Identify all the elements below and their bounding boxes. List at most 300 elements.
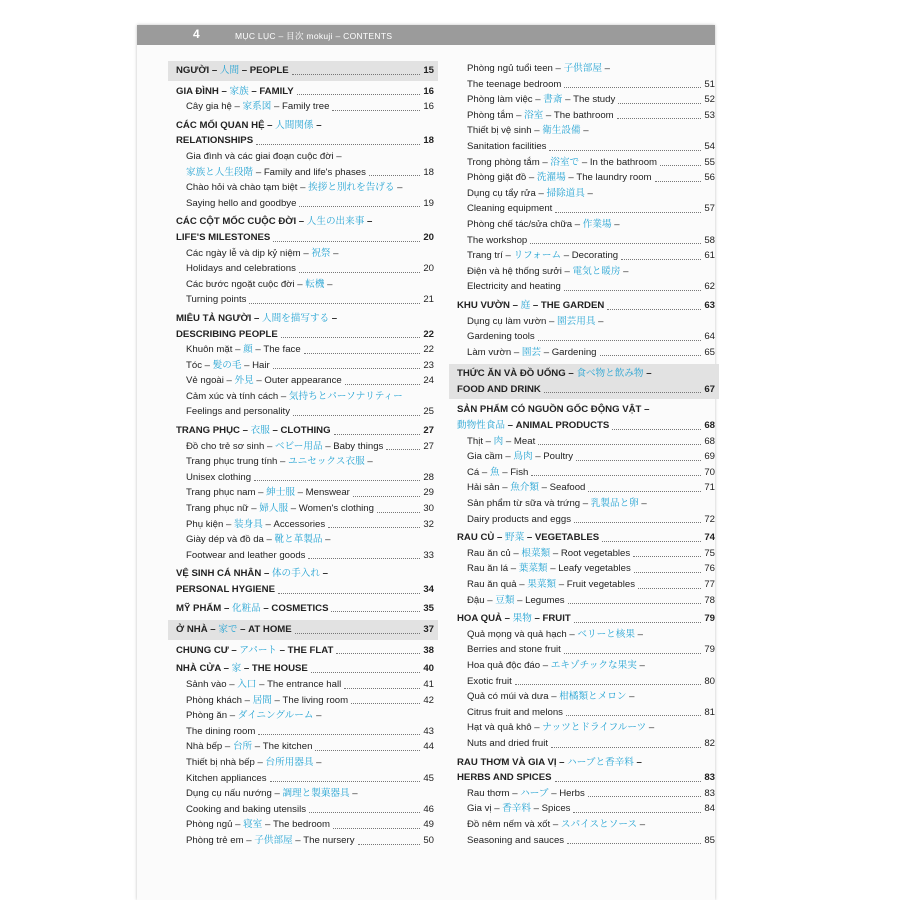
toc-line-text bbox=[457, 402, 649, 418]
toc-line bbox=[467, 329, 715, 345]
toc-line bbox=[186, 786, 434, 802]
toc-line-text bbox=[467, 329, 535, 345]
toc-title-rest: – FRUIT bbox=[531, 613, 571, 625]
page-ref: 68 bbox=[704, 435, 715, 447]
toc-subentry[interactable] bbox=[457, 449, 715, 465]
toc-title-vi: Điện và hệ thống sưởi – bbox=[467, 265, 573, 277]
toc-column-right bbox=[457, 61, 715, 848]
toc-title-jp: 祝祭 bbox=[311, 247, 331, 259]
toc-line bbox=[186, 454, 434, 470]
toc-line bbox=[186, 342, 434, 358]
toc-title-vi: Thiết bị nhà bếp – bbox=[186, 756, 266, 768]
toc-subentry[interactable] bbox=[176, 180, 434, 211]
toc-title-vi: MIÊU TẢ NGƯỜI – bbox=[176, 312, 262, 324]
toc-line bbox=[457, 755, 715, 771]
toc-line-text bbox=[467, 449, 573, 465]
toc-title-vi: Phòng ăn – bbox=[186, 710, 238, 722]
toc-title-jp: 家で bbox=[218, 624, 238, 636]
toc-title-vi: MỸ PHẨM – bbox=[176, 602, 232, 614]
toc-section-heading[interactable] bbox=[457, 611, 715, 627]
toc-line bbox=[467, 170, 715, 186]
toc-title-rest: – bbox=[620, 265, 629, 277]
page-ref: 49 bbox=[423, 819, 434, 831]
page-ref: 33 bbox=[423, 549, 434, 561]
toc-line bbox=[186, 724, 434, 740]
page-ref: 15 bbox=[423, 65, 434, 76]
toc-line bbox=[467, 689, 715, 705]
toc-title-en: The teenage bedroom bbox=[467, 78, 562, 90]
dot-leader bbox=[551, 747, 701, 748]
toc-line bbox=[186, 501, 434, 517]
toc-line bbox=[457, 530, 715, 546]
dot-leader bbox=[254, 480, 420, 481]
toc-subentry[interactable] bbox=[457, 217, 715, 248]
toc-line-text bbox=[467, 642, 561, 658]
toc-subentry[interactable] bbox=[176, 277, 434, 308]
toc-line-text bbox=[467, 92, 615, 108]
toc-title-rest: – Hair bbox=[241, 359, 270, 371]
page-ref: 44 bbox=[423, 741, 434, 753]
toc-subentry[interactable] bbox=[457, 658, 715, 689]
toc-section-heading[interactable] bbox=[176, 566, 434, 597]
toc-line bbox=[467, 833, 715, 849]
toc-line-text bbox=[176, 661, 308, 677]
toc-title-vi: Các ngày lễ và dịp kỷ niệm – bbox=[186, 247, 312, 259]
toc-title-vi: VỆ SINH CÁ NHÂN – bbox=[176, 568, 272, 580]
toc-subentry[interactable] bbox=[457, 593, 715, 609]
toc-title-vi: Phòng làm việc – bbox=[467, 94, 544, 106]
toc-line bbox=[186, 548, 434, 564]
toc-section-heading[interactable] bbox=[176, 311, 434, 342]
toc-section-heading[interactable] bbox=[457, 755, 715, 786]
toc-subentry[interactable] bbox=[176, 833, 434, 849]
toc-line-text bbox=[467, 833, 564, 849]
toc-line-text bbox=[186, 693, 348, 709]
dot-leader bbox=[299, 206, 420, 207]
toc-line bbox=[467, 546, 715, 562]
toc-section-heading[interactable] bbox=[168, 61, 438, 81]
toc-title-jp: 動物性食品 bbox=[457, 420, 505, 432]
toc-title-rest: – bbox=[364, 456, 373, 468]
toc-title-rest: – bbox=[643, 368, 652, 380]
toc-title-rest: – Herbs bbox=[548, 787, 585, 799]
toc-subentry[interactable] bbox=[457, 480, 715, 496]
dot-leader bbox=[273, 368, 421, 369]
toc-line bbox=[186, 833, 434, 849]
toc-title-en: Footwear and leather goods bbox=[186, 549, 306, 561]
toc-subentry[interactable] bbox=[457, 465, 715, 481]
toc-subentry[interactable] bbox=[176, 677, 434, 693]
toc-line bbox=[467, 264, 715, 280]
toc-line-text bbox=[467, 465, 528, 481]
toc-title-vi: Phòng ngủ tuổi teen – bbox=[467, 63, 564, 74]
toc-title-en: Exotic fruit bbox=[467, 675, 512, 687]
toc-line-text bbox=[467, 736, 548, 752]
toc-subentry[interactable] bbox=[176, 342, 434, 358]
toc-title-rest: – THE HOUSE bbox=[241, 663, 308, 675]
toc-line-text bbox=[467, 546, 630, 562]
toc-line bbox=[467, 496, 715, 512]
toc-line-text bbox=[186, 454, 373, 470]
dot-leader bbox=[618, 103, 701, 104]
toc-title-vi: Thiết bị vệ sinh – bbox=[467, 125, 543, 137]
toc-subentry[interactable] bbox=[457, 186, 715, 217]
toc-line-text bbox=[186, 517, 325, 533]
toc-line bbox=[186, 755, 434, 771]
toc-title-rest: – bbox=[349, 788, 358, 800]
toc-section-heading[interactable] bbox=[457, 530, 715, 546]
toc-title-rest: – The nursery bbox=[292, 834, 355, 846]
toc-section-heading[interactable] bbox=[176, 214, 434, 245]
dot-leader bbox=[538, 340, 702, 341]
toc-line-text bbox=[176, 133, 253, 149]
toc-title-vi: NHÀ CỬA – bbox=[176, 663, 232, 675]
toc-subentry[interactable] bbox=[176, 786, 434, 817]
toc-title-vi: TRANG PHỤC – bbox=[176, 425, 251, 437]
toc-subentry[interactable] bbox=[457, 689, 715, 720]
toc-title-rest: – bbox=[364, 216, 373, 228]
toc-title-rest: – PEOPLE bbox=[239, 65, 289, 76]
toc-title-vi: Làm vườn – bbox=[467, 346, 522, 358]
toc-title-vi: Trang phục nữ – bbox=[186, 503, 260, 515]
toc-section-heading[interactable] bbox=[457, 298, 715, 314]
toc-line-text bbox=[467, 279, 561, 295]
toc-section-heading[interactable] bbox=[176, 84, 434, 100]
toc-title-rest: – Legumes bbox=[514, 594, 565, 606]
dot-leader bbox=[377, 512, 420, 513]
dot-leader bbox=[297, 94, 421, 95]
toc-subentry[interactable] bbox=[457, 627, 715, 658]
toc-title-jp: ベビー用品 bbox=[274, 440, 323, 452]
toc-title-rest: – Fruit vegetables bbox=[556, 579, 635, 590]
toc-title-jp: 靴と革製品 bbox=[274, 534, 323, 546]
toc-title-jp: ベリーと核果 bbox=[577, 628, 635, 640]
toc-title-rest: – bbox=[595, 315, 604, 327]
toc-line-text bbox=[457, 298, 604, 314]
toc-line bbox=[467, 801, 715, 817]
page-ref: 18 bbox=[423, 135, 434, 147]
toc-line-text bbox=[176, 601, 328, 617]
toc-subentry[interactable] bbox=[176, 693, 434, 709]
toc-title-rest: – bbox=[313, 119, 322, 131]
toc-subentry[interactable] bbox=[176, 485, 434, 501]
toc-title-jp: 家系図 bbox=[242, 101, 272, 113]
toc-title-jp: 挨拶と別れを告げる bbox=[308, 182, 395, 194]
toc-subentry[interactable] bbox=[457, 720, 715, 751]
page-ref: 37 bbox=[423, 624, 434, 636]
toc-title-rest: – bbox=[633, 756, 642, 768]
toc-title-jp: 衛生設備 bbox=[542, 125, 581, 137]
toc-line bbox=[467, 345, 715, 361]
toc-line-text bbox=[186, 485, 350, 501]
toc-subentry[interactable] bbox=[457, 92, 715, 108]
toc-subentry[interactable] bbox=[457, 561, 715, 577]
toc-section-heading[interactable] bbox=[168, 620, 438, 640]
dot-leader bbox=[351, 703, 420, 704]
toc-line bbox=[467, 449, 715, 465]
dot-leader bbox=[304, 353, 421, 354]
toc-line bbox=[186, 517, 434, 533]
toc-line-text bbox=[176, 63, 289, 79]
page-ref: 79 bbox=[704, 613, 715, 625]
toc-line bbox=[457, 418, 715, 434]
page-ref: 42 bbox=[423, 694, 434, 706]
toc-line-text bbox=[467, 593, 565, 609]
toc-title-rest: – bbox=[634, 628, 643, 640]
page-ref: 62 bbox=[704, 281, 715, 293]
dot-leader bbox=[256, 144, 420, 145]
toc-title-rest: – The bedroom bbox=[262, 819, 331, 831]
toc-title-vi: Sảnh vào – bbox=[186, 678, 238, 690]
toc-title-rest: – Leafy vegetables bbox=[547, 563, 631, 575]
dot-leader bbox=[331, 611, 420, 612]
toc-title-en: Unisex clothing bbox=[186, 471, 252, 483]
toc-line bbox=[467, 674, 715, 690]
toc-title-en: Cleaning equipment bbox=[467, 203, 553, 215]
page-number: 4 bbox=[193, 27, 200, 41]
toc-title-rest: – bbox=[646, 722, 655, 734]
toc-subentry[interactable] bbox=[457, 108, 715, 124]
dot-leader bbox=[299, 272, 420, 273]
page-ref: 83 bbox=[704, 787, 715, 799]
dot-leader bbox=[332, 110, 420, 111]
page-ref: 23 bbox=[423, 359, 434, 371]
toc-title-vi: Rau ăn quả – bbox=[467, 579, 528, 590]
toc-line-text bbox=[467, 155, 657, 171]
toc-title-en: – Family and life's phases bbox=[253, 166, 366, 178]
toc-section-heading[interactable] bbox=[176, 118, 434, 149]
dot-leader bbox=[633, 556, 701, 557]
toc-line bbox=[467, 465, 715, 481]
toc-line-text bbox=[186, 196, 296, 212]
toc-title-en: Electricity and heating bbox=[467, 281, 561, 293]
toc-title-jp: 台所用器具 bbox=[265, 756, 314, 768]
toc-subentry[interactable] bbox=[457, 577, 715, 593]
toc-line-text bbox=[176, 423, 331, 439]
toc-title-vi: Gia vị – bbox=[467, 803, 503, 815]
toc-line bbox=[186, 149, 434, 165]
dot-leader bbox=[573, 812, 701, 813]
toc-title-vi: Rau ăn lá – bbox=[467, 563, 519, 575]
toc-subentry[interactable] bbox=[176, 358, 434, 374]
toc-title-en: LIFE'S MILESTONES bbox=[176, 231, 271, 243]
toc-line-text bbox=[186, 786, 358, 802]
toc-title-jp: 転機 bbox=[305, 278, 325, 290]
toc-line-text bbox=[186, 677, 341, 693]
toc-line bbox=[467, 593, 715, 609]
toc-subentry[interactable] bbox=[457, 345, 715, 361]
toc-line-text bbox=[176, 214, 372, 230]
toc-subentry[interactable] bbox=[176, 517, 434, 533]
toc-line bbox=[186, 693, 434, 709]
dot-leader bbox=[564, 653, 701, 654]
toc-line-text bbox=[467, 658, 645, 674]
toc-title-rest: – bbox=[636, 659, 645, 671]
page-ref: 77 bbox=[704, 579, 715, 590]
page-ref: 38 bbox=[423, 644, 434, 656]
page-ref: 52 bbox=[704, 94, 715, 106]
page-ref: 16 bbox=[423, 85, 434, 97]
toc-subentry[interactable] bbox=[457, 248, 715, 264]
toc-subentry[interactable] bbox=[176, 708, 434, 739]
toc-line-text bbox=[176, 311, 337, 327]
toc-line bbox=[467, 139, 715, 155]
toc-title-en: Sanitation facilities bbox=[467, 140, 547, 152]
toc-title-rest: – The study bbox=[562, 94, 616, 106]
toc-line bbox=[467, 627, 715, 643]
toc-title-vi: Đồ cho trẻ sơ sinh – bbox=[186, 440, 275, 452]
toc-subentry[interactable] bbox=[457, 123, 715, 154]
page-ref: 69 bbox=[704, 451, 715, 463]
page-ref: 35 bbox=[423, 602, 434, 614]
toc-title-rest: – VEGETABLES bbox=[524, 532, 600, 544]
toc-title-vi: Phòng chế tác/sửa chữa – bbox=[467, 218, 583, 230]
dot-leader bbox=[344, 688, 420, 689]
toc-line bbox=[186, 677, 434, 693]
toc-section-heading[interactable] bbox=[176, 643, 434, 659]
page-ref: 84 bbox=[704, 803, 715, 815]
toc-section-heading[interactable] bbox=[457, 402, 715, 433]
toc-title-rest: – Decorating bbox=[561, 250, 619, 262]
toc-subentry[interactable] bbox=[176, 501, 434, 517]
page-ref: 64 bbox=[704, 331, 715, 343]
toc-section-heading[interactable] bbox=[449, 364, 719, 399]
page-ref: 27 bbox=[423, 425, 434, 437]
toc-section-heading[interactable] bbox=[176, 423, 434, 439]
toc-subentry[interactable] bbox=[457, 786, 715, 802]
toc-line bbox=[467, 314, 715, 330]
toc-subentry[interactable] bbox=[176, 373, 434, 389]
toc-subentry[interactable] bbox=[176, 817, 434, 833]
toc-line bbox=[186, 373, 434, 389]
toc-title-rest: – bbox=[580, 125, 589, 137]
toc-subentry[interactable] bbox=[457, 817, 715, 848]
toc-title-en: Dairy products and eggs bbox=[467, 513, 571, 525]
toc-subentry[interactable] bbox=[176, 439, 434, 455]
toc-line-text bbox=[176, 566, 328, 582]
toc-line-text bbox=[186, 532, 331, 548]
toc-subentry[interactable] bbox=[457, 434, 715, 450]
toc-line-text bbox=[467, 627, 643, 643]
toc-title-jp: 寝室 bbox=[243, 819, 263, 831]
page-ref: 50 bbox=[423, 834, 434, 846]
toc-line-text bbox=[467, 705, 563, 721]
toc-title-jp: 魚介類 bbox=[510, 482, 539, 494]
toc-title-vi: Phòng giặt đồ – bbox=[467, 172, 537, 184]
toc-line-text bbox=[186, 292, 246, 308]
page-ref: 30 bbox=[423, 503, 434, 515]
toc-line bbox=[176, 622, 434, 638]
toc-title-jp: 家族と人生段階 bbox=[186, 166, 254, 178]
page-ref: 21 bbox=[423, 294, 434, 306]
toc-subentry[interactable] bbox=[176, 532, 434, 563]
toc-subentry[interactable] bbox=[176, 99, 434, 115]
toc-line-text bbox=[467, 108, 614, 124]
page-ref: 74 bbox=[704, 532, 715, 544]
toc-title-vi: RAU CỦ – bbox=[457, 532, 505, 544]
toc-subentry[interactable] bbox=[176, 755, 434, 786]
page-ref: 75 bbox=[704, 547, 715, 559]
toc-title-rest: – bbox=[322, 534, 331, 546]
toc-line bbox=[467, 736, 715, 752]
toc-column-left bbox=[176, 61, 434, 849]
toc-line-text bbox=[186, 755, 321, 771]
toc-line-text bbox=[467, 217, 620, 233]
toc-line bbox=[467, 658, 715, 674]
toc-title-jp: 気持ちとパーソナリティー bbox=[288, 390, 403, 402]
toc-title-vi: Sản phẩm từ sữa và trứng – bbox=[467, 498, 591, 510]
toc-line-text bbox=[467, 720, 654, 736]
toc-line bbox=[467, 108, 715, 124]
toc-line-text bbox=[467, 577, 635, 593]
toc-line bbox=[186, 196, 434, 212]
toc-line-text bbox=[186, 739, 312, 755]
page-ref: 76 bbox=[704, 563, 715, 575]
toc-subentry[interactable] bbox=[457, 801, 715, 817]
toc-title-rest: – The face bbox=[252, 344, 301, 356]
toc-section-heading[interactable] bbox=[176, 661, 434, 677]
dot-leader bbox=[295, 633, 421, 634]
toc-subentry[interactable] bbox=[176, 246, 434, 277]
toc-line-text bbox=[467, 801, 570, 817]
toc-subentry[interactable] bbox=[176, 149, 434, 180]
toc-title-rest: – The living room bbox=[271, 694, 349, 706]
page-ref: 67 bbox=[704, 383, 715, 395]
toc-subentry[interactable] bbox=[457, 546, 715, 562]
toc-title-rest: – Meat bbox=[503, 435, 536, 447]
page-ref: 32 bbox=[423, 518, 434, 530]
toc-subentry[interactable] bbox=[457, 314, 715, 345]
toc-title-en: DESCRIBING PEOPLE bbox=[176, 328, 278, 340]
dot-leader bbox=[660, 165, 701, 166]
toc-line bbox=[186, 180, 434, 196]
toc-subentry[interactable] bbox=[457, 264, 715, 295]
toc-subentry[interactable] bbox=[457, 170, 715, 186]
toc-title-jp: 浴室 bbox=[524, 109, 544, 121]
page-ref: 46 bbox=[423, 803, 434, 815]
dot-leader bbox=[600, 355, 702, 356]
toc-title-jp: 紳士服 bbox=[266, 487, 295, 499]
toc-title-jp: エキゾチックな果実 bbox=[550, 659, 637, 671]
dot-leader bbox=[576, 460, 701, 461]
page-ref: 80 bbox=[704, 675, 715, 687]
toc-title-jp: 人間関係 bbox=[275, 119, 314, 131]
toc-line bbox=[467, 512, 715, 528]
toc-subentry[interactable] bbox=[176, 389, 434, 420]
page-ref: 43 bbox=[423, 725, 434, 737]
toc-subentry[interactable] bbox=[176, 454, 434, 485]
toc-subentry[interactable] bbox=[457, 61, 715, 92]
toc-line-text bbox=[186, 404, 290, 420]
toc-line bbox=[467, 233, 715, 249]
toc-section-heading[interactable] bbox=[176, 601, 434, 617]
toc-line-text bbox=[176, 327, 278, 343]
toc-subentry[interactable] bbox=[176, 739, 434, 755]
toc-line bbox=[467, 92, 715, 108]
toc-subentry[interactable] bbox=[457, 155, 715, 171]
toc-subentry[interactable] bbox=[457, 496, 715, 527]
toc-title-rest: – Poultry bbox=[532, 451, 574, 463]
toc-line bbox=[186, 99, 434, 115]
page-ref: 72 bbox=[704, 513, 715, 525]
toc-line-text bbox=[186, 439, 383, 455]
page-ref: 19 bbox=[423, 197, 434, 209]
toc-title-rest: – In the bathroom bbox=[579, 156, 658, 168]
toc-title-en: The workshop bbox=[467, 234, 528, 246]
toc-line-text bbox=[467, 170, 652, 186]
toc-line-text bbox=[467, 496, 647, 512]
page-ref: 27 bbox=[423, 440, 434, 452]
